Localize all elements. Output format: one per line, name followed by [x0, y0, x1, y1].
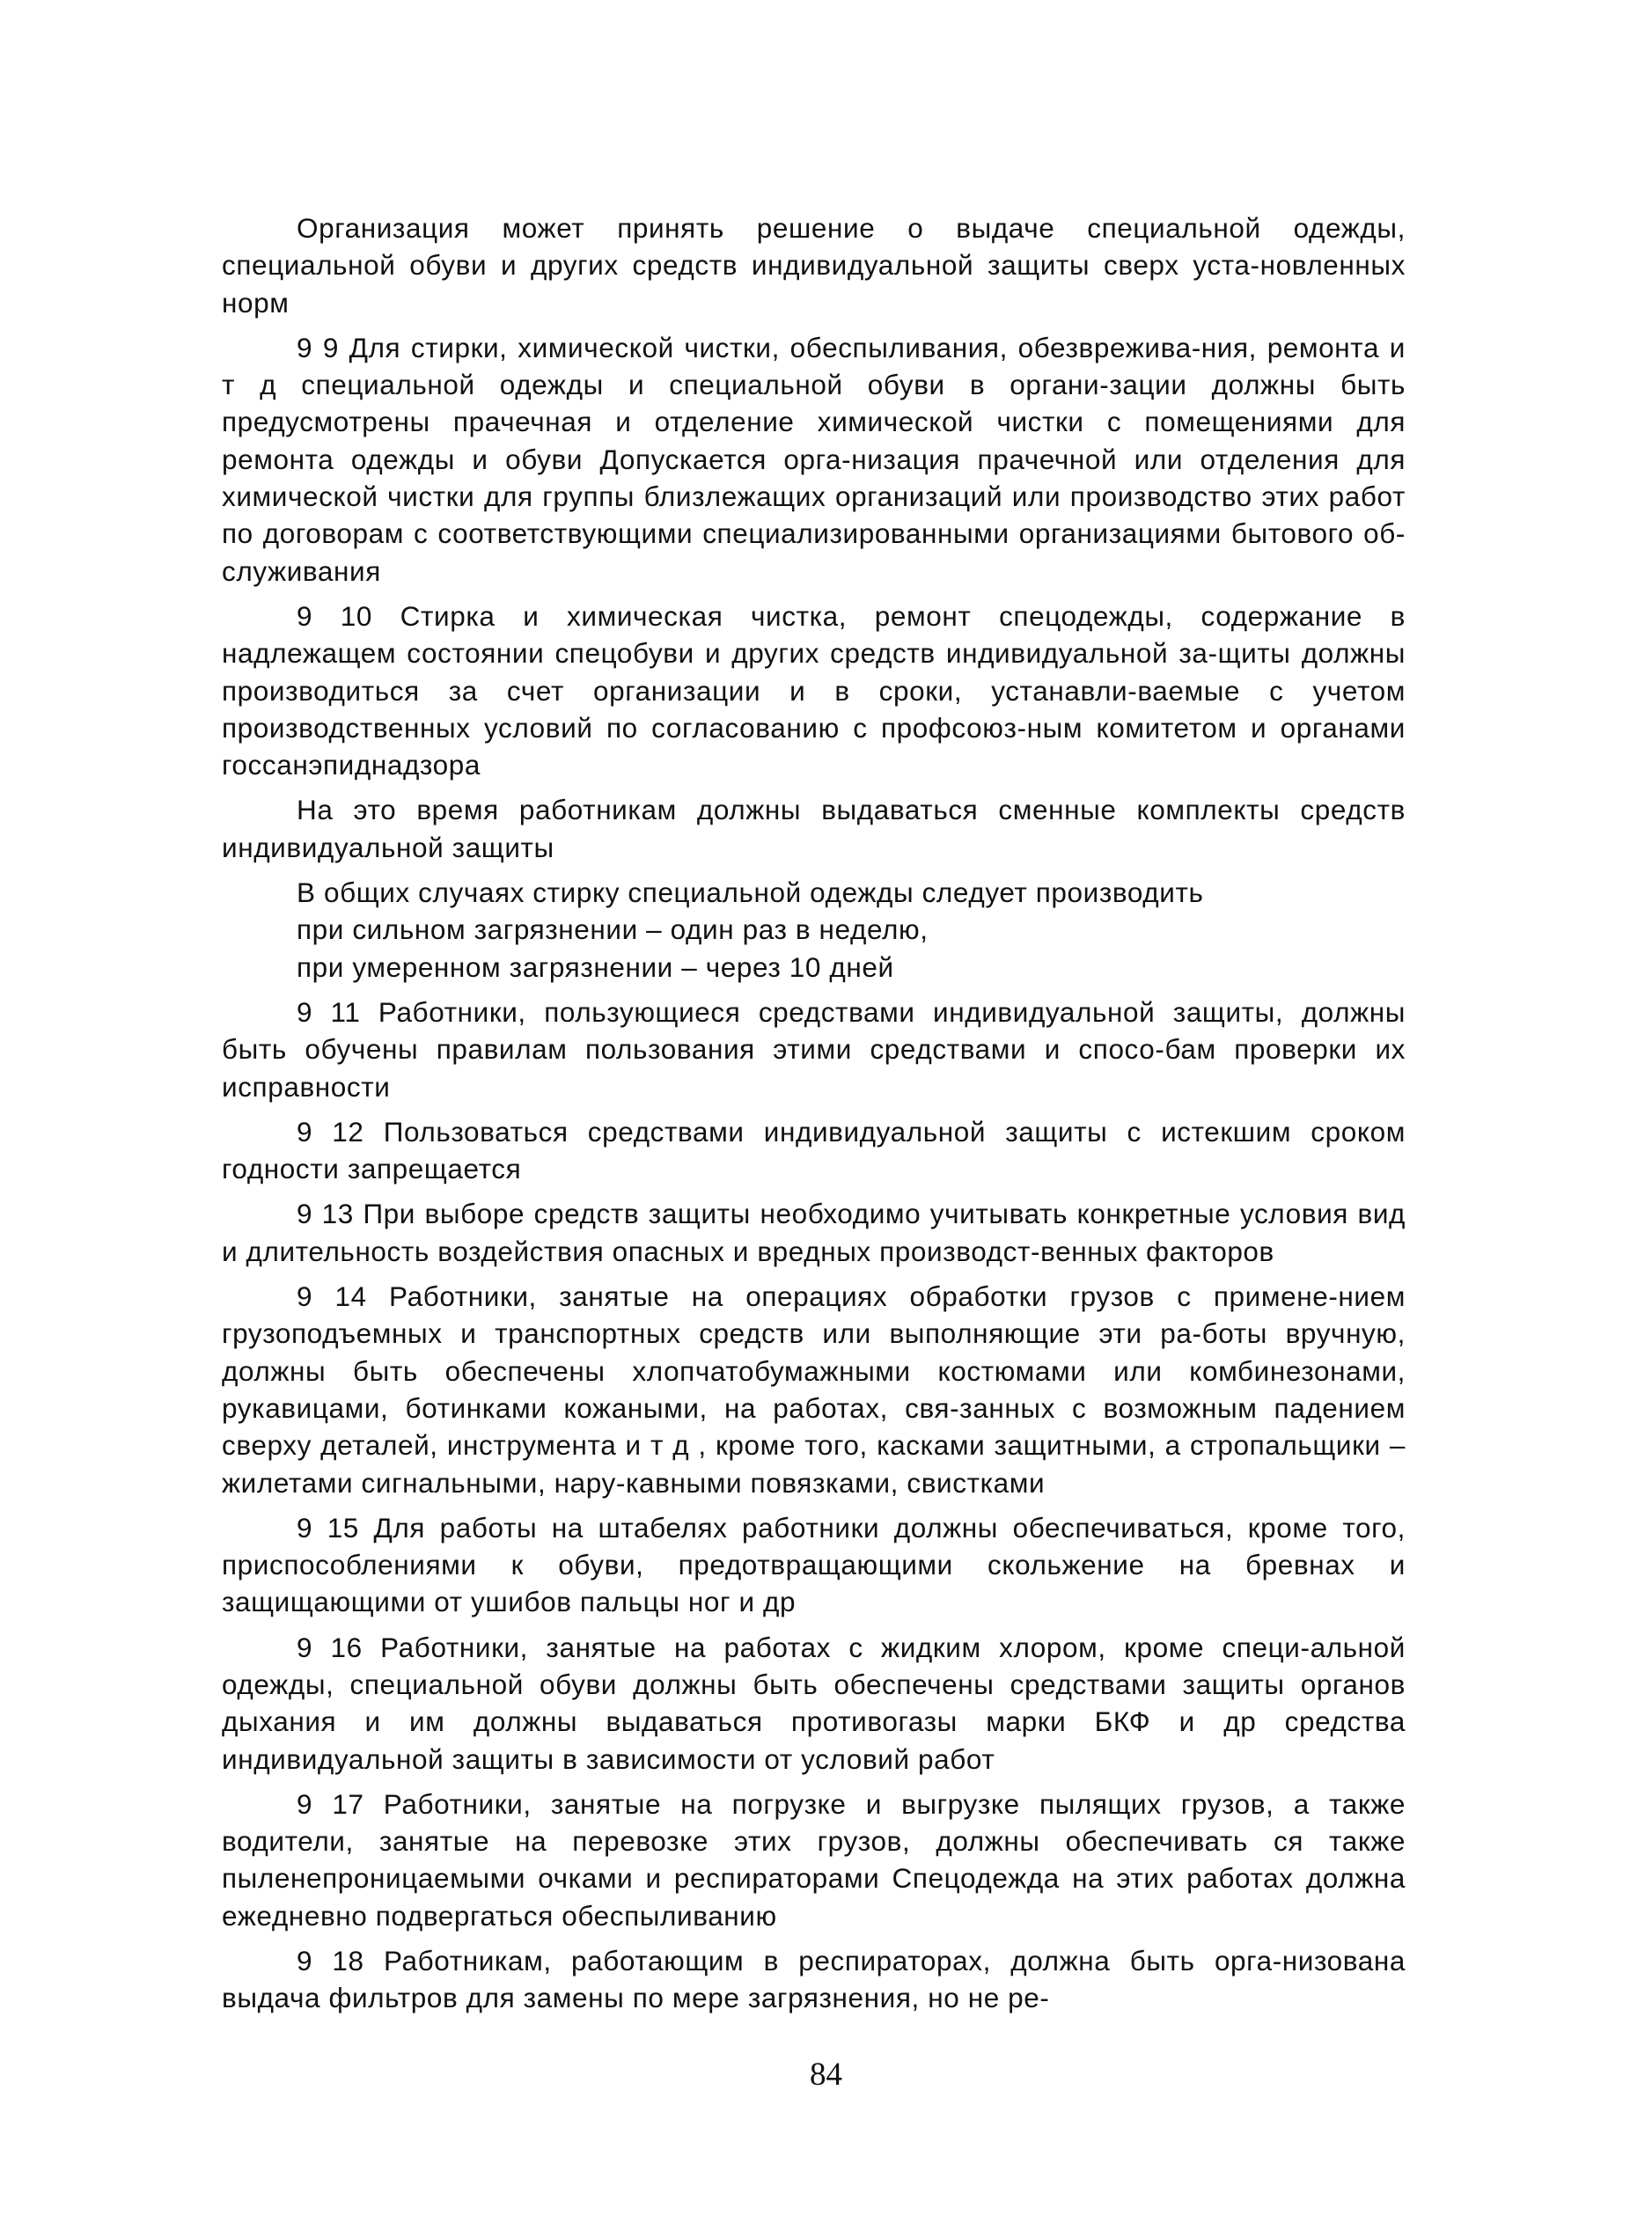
paragraph-replacement-sets: На это время работникам должны выдаваться сменные комплекты средств индивидуальной защиты [222, 794, 1406, 863]
paragraph-9-16: 9 16 Работники, занятые на работах с жидким хлором, кроме специ-альной одежды, специальной обуви должны быть обеспечены средствами защиты органов дыхания и им должны выдаваться противогазы марки БКФ и др средства индивидуальной защиты в зависимости от условий работ [222, 1631, 1406, 1775]
page-number: 84 [810, 2057, 842, 2093]
paragraph-9-17: 9 17 Работники, занятые на погрузке и выгрузке пылящих грузов, а также водители, занятые на перевозке этих грузов, должны обеспечивать ся также пыленепроницаемыми очками и респираторами Спецодежда на этих работах должна ежедневно подвергаться обеспыливанию [222, 1787, 1406, 1932]
paragraph-9-13: 9 13 При выборе средств защиты необходимо учитывать конкретные условия вид и длительность воздействия опасных и вредных производст-венных факторов [222, 1198, 1406, 1267]
paragraph-9-10: 9 10 Стирка и химическая чистка, ремонт спецодежды, содержание в надлежащем состоянии спецобуви и других средств индивидуальной за-щиты должны производиться за счет организации и в сроки, устанавли-ваемые с учетом производственных условий по согласованию с профсоюз-ным комитетом и органами госсанэпиднадзора [222, 599, 1406, 781]
body-text [222, 209, 1406, 2025]
paragraph-washing-intro: В общих случаях стирку специальной одежды следует производить [297, 876, 1204, 909]
paragraph-9-14: 9 14 Работники, занятые на операциях обработки грузов с примене-нием грузоподъемных и транспортных средств или выполняющие эти ра-боты вручную, должны быть обеспечены хлопчатобумажными костюмами или комбинезонами, рукавицами, ботинками кожаными, на работах, свя-занных с возможным падением сверху деталей, инструмента и т д , кроме того, касками защитными, а стропальщики – жилетами сигнальными, нару-кавными повязками, свистками [222, 1280, 1406, 1499]
paragraph-9-12: 9 12 Пользоваться средствами индивидуальной защиты с истекшим сроком годности запрещается [222, 1115, 1406, 1185]
paragraph-heavy-soiling: при сильном загрязнении – один раз в неделю, [297, 913, 929, 946]
paragraph-9-18: 9 18 Работникам, работающим в респираторах, должна быть орга-низована выдача фильтров для замены по мере загрязнения, но не ре- [222, 1945, 1406, 2014]
paragraph-9-9: 9 9 Для стирки, химической чистки, обеспыливания, обезврежива-ния, ремонта и т д специальной одежды и специальной обуви в органи-зации должны быть предусмотрены прачечная и отделение химической чистки с помещениями для ремонта одежды и обуви Допускается орга-низация прачечной или отделения для химической чистки для группы близлежащих организаций или производство этих работ по договорам с соответствующими специализированными организациями бытового об-служивания [222, 331, 1406, 587]
paragraph-intro: Организация может принять решение о выдаче специальной одежды, специальной обуви и других средств индивидуальной защиты сверх уста-новленных норм [222, 212, 1406, 319]
paragraph-9-15: 9 15 Для работы на штабелях работники должны обеспечиваться, кроме того, приспособлениями к обуви, предотвращающими скольжение на бревнах и защищающими от ушибов пальцы ног и др [222, 1511, 1406, 1618]
paragraph-moderate-soiling: при умеренном загрязнении – через 10 дней [297, 950, 894, 983]
paragraph-9-11: 9 11 Работники, пользующиеся средствами индивидуальной защиты, должны быть обучены правилам пользования этими средствами и спосо-бам проверки их исправности [222, 995, 1406, 1103]
